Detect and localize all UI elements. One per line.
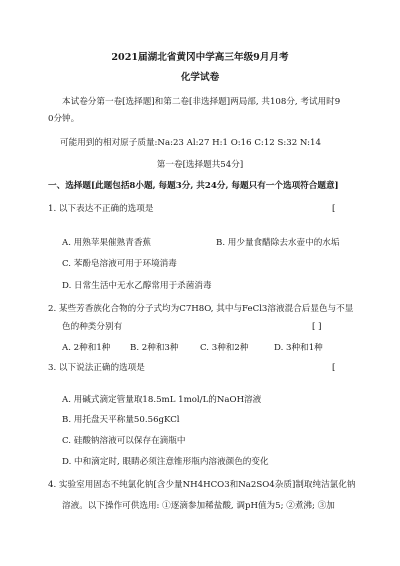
atomic-masses: 可能用到的相对原子质量:Na:23 Al:27 H:1 O:16 C:12 S:32 N:14 [60,138,321,148]
question-4-stem: 4. 实验室用固态不纯氯化钠[含少量NH4HCO3和Na2SO4杂质]制取纯洁氯化钠 [48,480,356,490]
question-3-stem: 3. 以下说法正确的选项是 [48,363,145,373]
section-instruction: 一、选择题[此题包括8小题, 每题3分, 共24分, 每题只有一个选项符合题意] [48,181,339,191]
intro-line-2: 0分钟。 [48,114,80,124]
question-1-bracket: [ [332,204,336,214]
question-1-option-c: C. 苯酚皂溶液可用于环境消毒 [62,259,177,269]
question-1-option-d: D. 日常生活中无水乙醇常用于杀菌消毒 [62,281,212,291]
question-1-option-a: A. 用熟苹果催熟青香蕉 [62,238,152,248]
exam-title: 2021届湖北省黄冈中学高三年级9月月考 [111,52,289,63]
question-1-stem: 1. 以下表达不正确的选项是 [48,204,154,214]
question-3-option-b: B. 用托盘天平称量50.56gKCl [62,415,180,425]
question-2-stem: 2. 某些芳香族化合物的分子式均为C7H8O, 其中与FeCl3溶液混合后显色与不显 [48,304,354,314]
question-2-option-c: C. 3种和2种 [200,343,249,353]
intro-line-1: 本试卷分第一卷[选择题]和第二卷[非选择题]两局部, 共108分, 考试用时9 [62,97,341,107]
question-4-stem-cont: 溶液。以下操作可供选用: ①逐滴参加稀盐酸, 调pH值为5; ②煮沸; ③加 [62,501,335,511]
question-3-option-a: A. 用碱式滴定管量取18.5mL 1mol/L的NaOH溶液 [62,395,262,405]
question-3-bracket: [ [332,363,336,373]
question-2-option-d: D. 3种和1种 [274,343,323,353]
question-3-option-c: C. 硅酸钠溶液可以保存在滴瓶中 [62,436,186,446]
question-2-option-a: A. 2种和1种 [62,343,111,353]
question-2-option-b: B. 2种和3种 [130,343,179,353]
section-heading: 第一卷[选择题共54分] [156,160,244,170]
subject-title: 化学试卷 [180,72,220,83]
question-1-option-b: B. 用少量食醋除去水壶中的水垢 [216,238,340,248]
question-2-bracket: [ ] [312,322,322,332]
question-3-option-d: D. 中和滴定时, 眼睛必须注意锥形瓶内溶液颜色的变化 [62,457,269,467]
question-2-stem-cont: 色的种类分别有 [62,322,123,332]
